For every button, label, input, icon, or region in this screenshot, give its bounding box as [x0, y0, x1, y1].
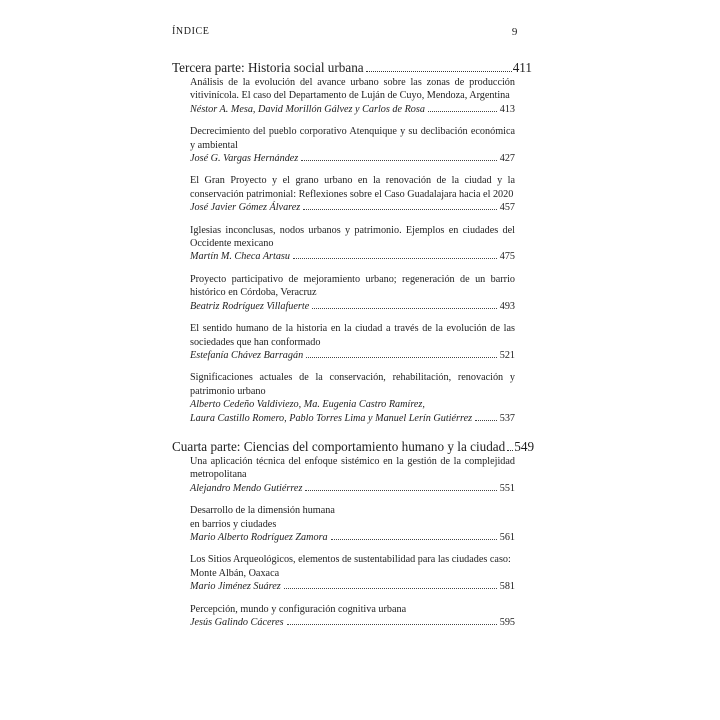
- dot-leader: [428, 111, 497, 112]
- dot-leader: [287, 624, 497, 625]
- entry-title: Proyecto participativo de mejoramiento urbano; regeneración de un barrio histórico en Córdoba, Veracruz: [190, 273, 515, 299]
- entry-list: [172, 455, 532, 629]
- entry-page-number: 475: [499, 251, 515, 263]
- entry-page-number: 537: [499, 412, 515, 424]
- entry-authors: Estefanía Chávez Barragán: [190, 349, 304, 361]
- dot-leader: [312, 308, 497, 309]
- entry-page-number: 457: [499, 202, 515, 214]
- entry-title: El sentido humano de la historia en la ciudad a través de la evolución de las sociedades que han conformado: [190, 323, 515, 348]
- toc-entry[interactable]: [190, 273, 515, 313]
- entry-authors: José G. Vargas Hernández: [190, 153, 299, 165]
- toc-entry[interactable]: [190, 322, 515, 362]
- entry-title: Significaciones actuales de la conservación, rehabilitación, renovación y patrimonio urbano: [190, 372, 515, 397]
- entry-author-line: [190, 250, 515, 263]
- toc-entry[interactable]: [190, 504, 515, 544]
- dot-leader: [306, 357, 497, 358]
- entry-page-number: 551: [499, 482, 515, 494]
- entry-title: Percepción, mundo y configuración cognitiva urbana: [190, 603, 407, 615]
- entry-title: Análisis de la evolución del avance urbano sobre las zonas de producción vitivinícola. El caso del Departamento de Luján de Cuyo, Mendoza, Argentina: [190, 77, 515, 102]
- entry-authors: Laura Castillo Romero, Pablo Torres Lima y Manuel Lerín Gutiérrez: [190, 412, 473, 424]
- page-number: 9: [511, 26, 518, 38]
- entry-page-number: 413: [499, 103, 515, 115]
- toc-part: [172, 60, 532, 425]
- toc-entry[interactable]: [190, 224, 515, 264]
- entry-author-line: [190, 103, 515, 116]
- part-title-line[interactable]: [172, 60, 532, 76]
- entry-authors: Alberto Cedeño Valdiviezo, Ma. Eugenia Castro Ramírez,: [190, 399, 425, 411]
- dot-leader: [303, 209, 496, 210]
- part-title: Tercera parte: Historia social urbana: [172, 60, 364, 75]
- dot-leader: [284, 588, 497, 589]
- toc-entry[interactable]: [190, 371, 515, 425]
- entry-page-number: 427: [499, 153, 515, 165]
- table-of-contents: [172, 60, 535, 629]
- toc-entry[interactable]: [190, 125, 515, 165]
- dot-leader: [475, 420, 497, 421]
- part-title: Cuarta parte: Ciencias del comportamiento humano y la ciudad: [172, 438, 506, 454]
- entry-authors: Néstor A. Mesa, David Morillón Gálvez y Carlos de Rosa: [190, 103, 425, 115]
- entry-author-line: [190, 531, 515, 544]
- toc-entry[interactable]: [190, 603, 515, 630]
- toc-entry[interactable]: [190, 76, 515, 116]
- entry-title: Iglesias inconclusas, nodos urbanos y patrimonio. Ejemplos en ciudades del Occidente mexicano: [190, 224, 515, 250]
- entry-page-number: 595: [499, 617, 515, 628]
- entry-authors: Martín M. Checa Artasu: [190, 251, 290, 263]
- entry-authors: Beatriz Rodríguez Villafuerte: [190, 300, 310, 312]
- entry-list: [172, 76, 532, 425]
- entry-author-line: [190, 152, 515, 165]
- toc-entry[interactable]: [190, 455, 515, 495]
- entry-author-line: [190, 412, 515, 425]
- entry-title: Una aplicación técnica del enfoque sistémico en la gestión de la complejidad metropolitana: [190, 455, 515, 481]
- part-title-line[interactable]: [172, 438, 535, 455]
- entry-author-line: [190, 349, 515, 362]
- entry-author-line: [190, 482, 515, 495]
- entry-title: El Gran Proyecto y el grano urbano en la renovación de la ciudad y la conservación patrimonial: Reflexiones sobre el Caso Guadalajara hacia el 2020: [190, 175, 515, 200]
- toc-part: [172, 438, 535, 629]
- entry-authors: Mario Jiménez Suárez: [190, 581, 281, 593]
- dot-leader: [331, 539, 497, 540]
- entry-author-line: [190, 300, 515, 313]
- toc-entry[interactable]: [190, 174, 515, 214]
- entry-author-line: [190, 616, 515, 629]
- part-page-number: 411: [512, 60, 532, 75]
- entry-page-number: 581: [499, 581, 515, 593]
- dot-leader: [507, 450, 513, 451]
- entry-author-line: [190, 580, 515, 593]
- running-head: [172, 26, 518, 37]
- dot-leader: [293, 258, 497, 259]
- entry-authors: José Javier Gómez Álvarez: [190, 202, 301, 214]
- section-title: ÍNDICE: [172, 26, 210, 37]
- dot-leader: [301, 160, 496, 161]
- entry-title: Decrecimiento del pueblo corporativo Atenquique y su declibación económica y ambiental: [190, 126, 515, 151]
- entry-title: Los Sitios Arqueológicos, elementos de sustentabilidad para las ciudades caso: Monte Albán, Oaxaca: [190, 554, 511, 579]
- entry-title: Desarrollo de la dimensión humana en barrios y ciudades: [190, 505, 335, 530]
- entry-page-number: 561: [499, 531, 515, 543]
- part-page-number: 549: [514, 438, 535, 454]
- dot-leader: [366, 71, 512, 72]
- entry-authors: Jesús Galindo Cáceres: [190, 617, 284, 628]
- entry-page-number: 493: [499, 300, 515, 312]
- entry-author-line: [190, 201, 515, 214]
- entry-authors: Alejandro Mendo Gutiérrez: [190, 482, 303, 494]
- entry-authors: Mario Alberto Rodríguez Zamora: [190, 531, 328, 543]
- dot-leader: [305, 490, 496, 491]
- entry-page-number: 521: [499, 349, 515, 361]
- toc-entry[interactable]: [190, 553, 515, 593]
